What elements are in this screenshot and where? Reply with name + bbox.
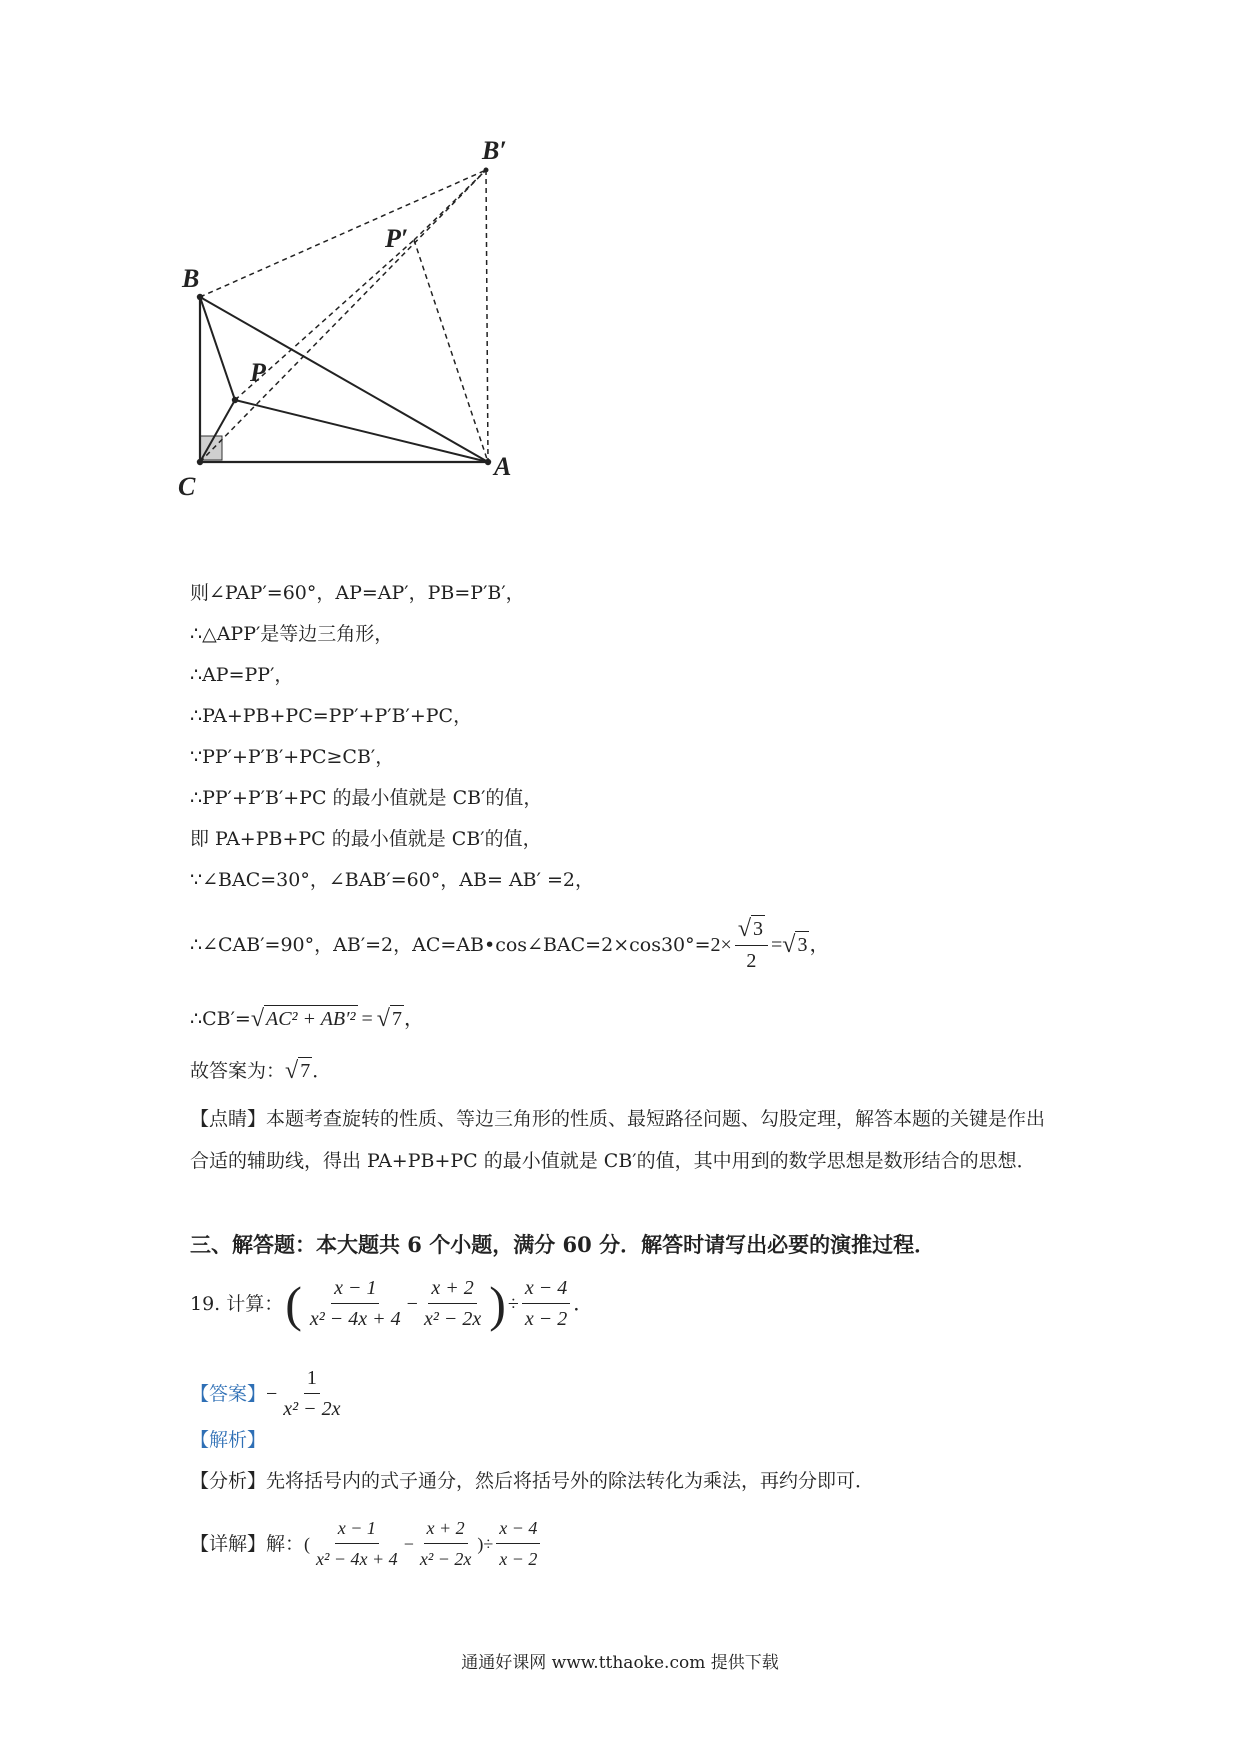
ac-fraction-num: [735, 915, 768, 946]
q19-minus: −: [406, 1292, 418, 1315]
q19-expression: [283, 1275, 593, 1332]
segment-pa: [235, 400, 488, 462]
solution-line-1: 则∠PAP′=60°，AP=AP′，PB=P′B′，: [190, 582, 525, 604]
ac-fraction-den: 2: [746, 950, 757, 972]
solution-line-5: ∵PP′+P′B′+PC≥CB′，: [190, 746, 395, 768]
point-c: [197, 459, 203, 465]
answer-tag: 【答案】: [190, 1382, 267, 1405]
point-b: [197, 294, 203, 300]
ac-equals: =: [771, 933, 783, 956]
segment-bb-prime: [200, 170, 486, 297]
page-footer: 通通好课网 www.tthaoke.com 提供下载: [461, 1653, 779, 1673]
cb-prefix: ∴CB′=: [190, 1007, 251, 1030]
solution-line-cb: [190, 1005, 424, 1032]
answer-19-expression: − $\frac{1}{\text{x² − 2x}}$: [266, 1365, 347, 1422]
answer-19-fraction: $\frac{1}{\text{x² − 2x}}$: [283, 1367, 341, 1420]
answer-text: 故答案为：: [190, 1059, 286, 1082]
answer-end: ．: [312, 1059, 332, 1082]
answer-sqrt: √ 7: [285, 1058, 311, 1084]
q19-fraction-2: $\frac{x + 2}{\text{x² − 2x}}$: [423, 1277, 482, 1330]
segment-cb-prime: [200, 170, 486, 462]
q19-div: ÷: [507, 1292, 519, 1315]
q19-end: ．: [573, 1292, 594, 1315]
ac-result-sqrt: √ 3: [782, 932, 808, 958]
solution-line-2: ∴△APP′是等边三角形，: [190, 623, 394, 645]
answer-line: [190, 1057, 331, 1084]
cb-result-sqrt: √ 7: [376, 1006, 402, 1032]
analysis-tag: 【解析】: [190, 1429, 267, 1451]
ac-end: ，: [809, 933, 830, 956]
segment-p-prime-a: [414, 240, 488, 462]
cb-equals: =: [361, 1007, 373, 1030]
detail-fraction-1: $\frac{x - 1}{\text{x² − 4x + 4}}$: [313, 1515, 401, 1572]
detail-fraction-3: $\frac{x - 4}{x - 2}$: [496, 1515, 540, 1572]
sqrt-symbol: √ 3: [737, 916, 763, 942]
ac-formula: [711, 915, 830, 974]
segment-b-prime-a: [486, 170, 488, 462]
point-b-prime: [484, 168, 489, 173]
detail-line: [190, 1515, 543, 1572]
question-19: [190, 1275, 593, 1332]
triangle-diagram: [160, 135, 590, 575]
segment-ba: [200, 297, 488, 462]
detail-tag: 【详解】解：: [190, 1532, 305, 1555]
solution-line-4: ∴PA+PB+PC=PP′+P′B′+PC，: [190, 705, 473, 727]
left-paren: (: [285, 1275, 302, 1332]
solution-line-3: ∴AP=PP′，: [190, 664, 294, 686]
right-paren: ): [489, 1275, 506, 1332]
label-b-prime: B′: [482, 136, 507, 165]
cb-radical: √ AC² + AB′²: [250, 1006, 356, 1032]
label-c: C: [178, 472, 196, 501]
point-p: [232, 397, 238, 403]
point-a: [485, 459, 491, 465]
analysis-text: 【分析】先将括号内的式子通分，然后将括号外的除法转化为乘法，再约分即可．: [190, 1470, 875, 1492]
q19-fraction-1: $\frac{x - 1}{\text{x² − 4x + 4}}$: [309, 1277, 401, 1330]
ac-fraction: [735, 915, 768, 974]
cb-formula: [251, 1005, 424, 1032]
q19-fraction-3: $\frac{x - 4}{x - 2}$: [522, 1275, 570, 1332]
comment-paragraph: 【点睛】本题考查旋转的性质、等边三角形的性质、最短路径问题、勾股定理，解答本题的关键是作出合适的辅助线，得出 PA+PB+PC 的最小值就是 CB′的值，其中用到的数学思想是数形结合的思想．: [190, 1108, 1046, 1172]
label-p-prime: P′: [385, 224, 409, 253]
geometry-figure: [160, 135, 590, 575]
cb-end: ，: [403, 1007, 424, 1030]
solution-line-7: 即 PA+PB+PC 的最小值就是 CB′的值，: [190, 828, 542, 850]
segment-bp: [200, 297, 235, 400]
label-a: A: [494, 452, 512, 481]
q19-label: 19. 计算：: [190, 1292, 284, 1315]
detail-fraction-2: $\frac{x + 2}{\text{x² − 2x}}$: [417, 1515, 475, 1572]
ac-two-times: 2×: [710, 933, 732, 956]
detail-expression: ( $\frac{x - 1}{\text{x² − 4x + 4}}$ − $\frac{x + 2}{\text{x² − 2x}}$ ) ÷ $\frac{x - 4}{x - 2}$: [304, 1515, 543, 1572]
label-b: B: [182, 264, 200, 293]
segment-p-prime-b-prime: [414, 170, 486, 240]
answer-19: [190, 1365, 347, 1422]
solution-line-6: ∴PP′+P′B′+PC 的最小值就是 CB′的值，: [190, 787, 543, 809]
solution-line-ac: [190, 915, 829, 974]
section-heading: 三、解答题：本大题共 6 个小题，满分 60 分．解答时请写出必要的演推过程．: [190, 1232, 936, 1257]
solution-line-8: ∵∠BAC=30°，∠BAB′=60°，AB= AB′ =2，: [190, 869, 594, 891]
ac-prefix: ∴∠CAB′=90°，AB′=2，AC=AB•cos∠BAC=2×cos30°=: [190, 933, 711, 956]
label-p: P: [250, 358, 266, 387]
